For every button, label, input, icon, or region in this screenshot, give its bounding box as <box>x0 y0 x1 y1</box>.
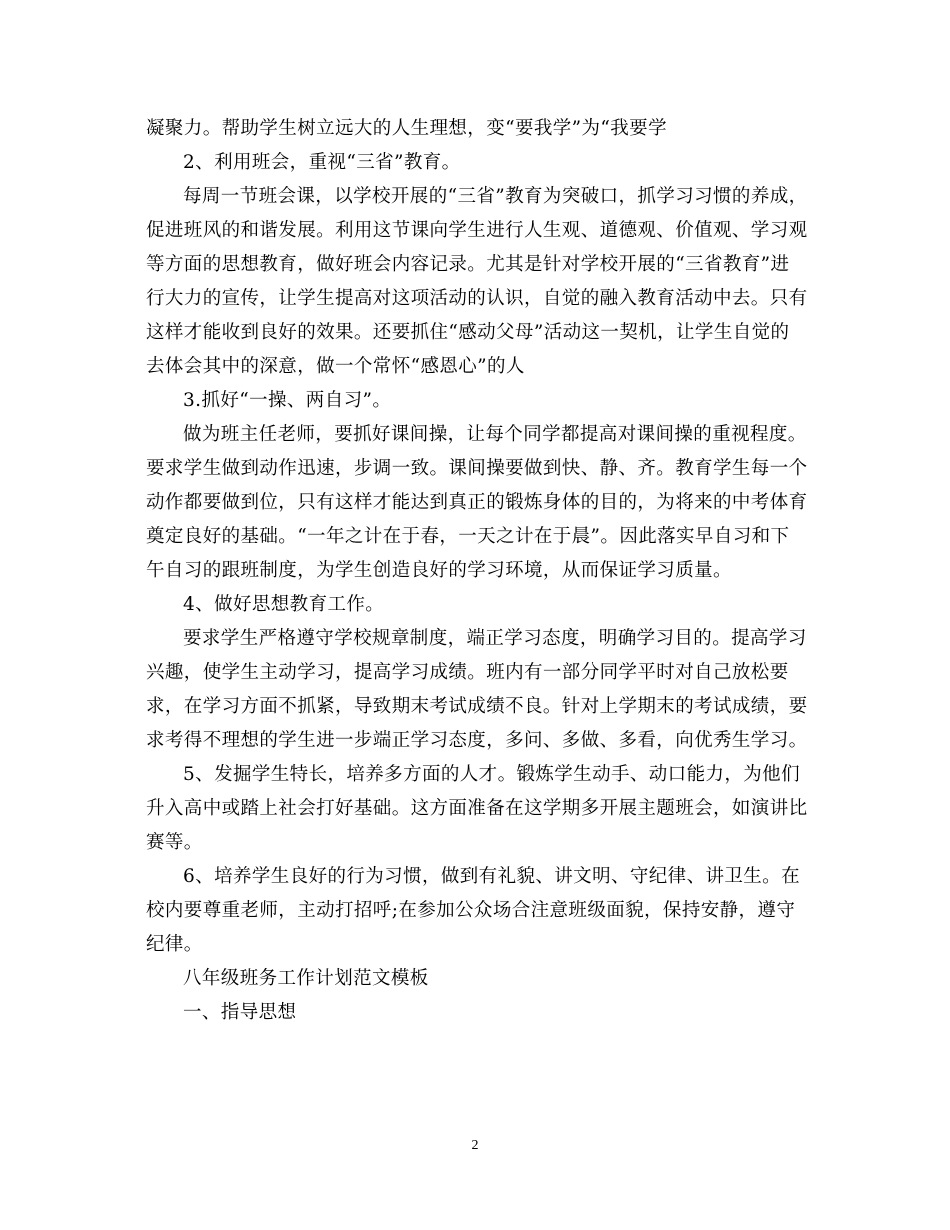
paragraph-class-meeting: 每周一节班会课，以学校开展的“三省”教育为突破口，抓学习习惯的养成，促进班风的和谐发展。利用这节课向学生进行人生观、道德观、价值观、学习观等方面的思想教育，做好班会内容记录。尤其是针对学校开展的“三省教育”进行大力的宣传，让学生提高对这项活动的认识，自觉的融入教育活动中去。只有这样才能收到良好的效果。还要抓住“感动父母”活动这一契机，让学生自觉的去体会其中的深意，做一个常怀“感恩心”的人 <box>146 186 808 377</box>
paragraph-student-talents: 5、发掘学生特长，培养多方面的人才。锻炼学生动手、动口能力，为他们升入高中或踏上社会打好基础。这方面准备在这学期多开展主题班会，如演讲比赛等。 <box>146 764 808 853</box>
heading-class-meeting: 2、利用班会，重视“三省”教育。 <box>183 152 461 173</box>
section-title-template: 八年级班务工作计划范文模板 <box>183 968 429 989</box>
heading-guiding-ideology: 一、指导思想 <box>183 1002 297 1023</box>
paragraph-behavior-habits: 6、培养学生良好的行为习惯，做到有礼貌、讲文明、守纪律、讲卫生。在校内要尊重老师，主动打招呼;在参加公众场合注意班级面貌，保持安静，遵守纪律。 <box>146 866 800 955</box>
heading-exercises-self-study: 3.抓好“一操、两自习”。 <box>183 390 392 411</box>
document-body <box>146 112 808 1030</box>
heading-ideological-education: 4、做好思想教育工作。 <box>183 594 385 615</box>
page-number: 2 <box>471 1138 479 1153</box>
paragraph-exercises-self-study: 做为班主任老师，要抓好课间操，让每个同学都提高对课间操的重视程度。要求学生做到动作迅速，步调一致。课间操要做到快、静、齐。教育学生每一个动作都要做到位，只有这样才能达到真正的锻炼身体的目的，为将来的中考体育奠定良好的基础。“一年之计在于春，一天之计在于晨”。因此落实早自习和下午自习的跟班制度，为学生创造良好的学习环境，从而保证学习质量。 <box>146 424 808 581</box>
paragraph-continuation: 凝聚力。帮助学生树立远大的人生理想，变“要我学”为“我要学 <box>146 118 667 139</box>
paragraph-ideological-education: 要求学生严格遵守学校规章制度，端正学习态度，明确学习目的。提高学习兴趣，使学生主动学习，提高学习成绩。班内有一部分同学平时对自己放松要求，在学习方面不抓紧，导致期末考试成绩不良。针对上学期末的考试成绩，要求考得不理想的学生进一步端正学习态度，多问、多做、多看，向优秀生学习。 <box>146 628 808 751</box>
